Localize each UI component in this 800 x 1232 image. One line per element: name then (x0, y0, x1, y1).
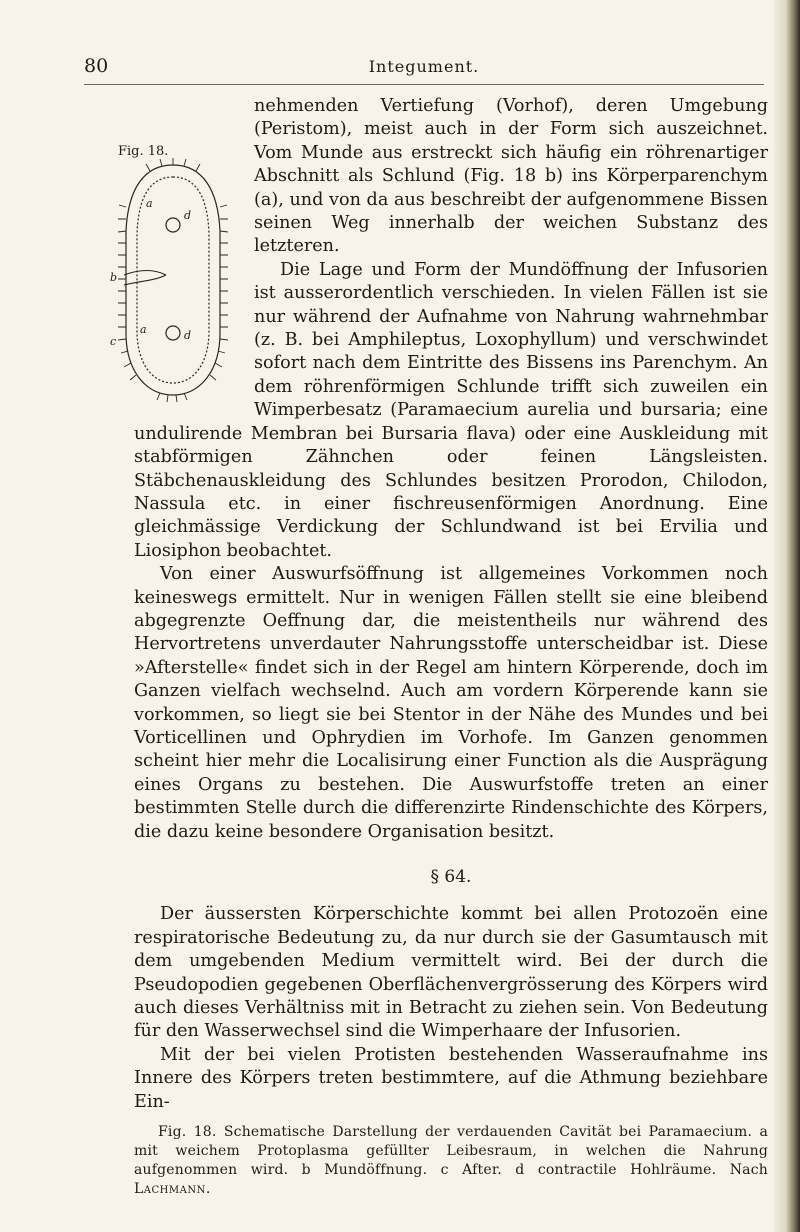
label-c: c (110, 335, 117, 348)
label-d-lower: d (184, 329, 192, 342)
section-paragraph-2: Mit der bei vielen Protisten bestehenden Wasseraufnahme ins Innere des Körpers treten bestimmtere, auf die Athmung beziehbare Ein- (134, 1044, 768, 1112)
paragraph-1: nehmenden Vertiefung (Vorhof), deren Umgebung (Peristom), meist auch in der Form sich auszeichnet. Vom Munde aus erstreckt sich häufig ein röhrenartiger Abschnitt als Schlund (Fig. 18 b) ins Körperparenchym (a), und von da aus beschreibt der aufgenommene Bissen seinen Weg innerhalb der weichen Substanz des letzteren. (254, 96, 768, 257)
section-paragraph-1: Der äussersten Körperschichte kommt bei allen Protozoën eine respiratorische Bedeutung zu, da nur durch sie der Gasumtausch mit dem umgebenden Medium vermittelt wird. Bei der durch die Pseudopodien gegebenen Oberflächenvergrösserung des Körpers wird auch dieses Verhältniss mit in Betracht zu ziehen sein. Von Bedeutung für den Wasserwechsel sind die Wimperhaare der Infusorien. (134, 904, 768, 1042)
paramaecium-diagram (110, 157, 236, 403)
cilia-right (210, 205, 228, 380)
section-heading: § 64. (430, 867, 472, 887)
contractile-vacuole-upper (166, 218, 180, 232)
label-d-upper: d (184, 209, 192, 222)
page-number: 80 (84, 55, 109, 77)
figure-18 (106, 141, 240, 403)
page-edge-shadow (774, 0, 800, 1232)
label-b: b (110, 271, 118, 284)
label-a-upper: a (146, 197, 153, 210)
running-head: Integument. (368, 57, 480, 76)
gullet (124, 271, 166, 286)
label-a-lower: a (140, 323, 147, 336)
cilia-left (118, 205, 136, 380)
contractile-vacuole-lower (166, 326, 180, 340)
page-header (84, 55, 764, 85)
caption-credit: Lachmann. (134, 1181, 211, 1198)
caption-text: Fig. 18. Schematische Darstellung der verdauenden Cavität bei Paramaecium. a mit weichem Protoplasma gefüllter Leibesraum, in welchen die Nahrung aufgenommen wird. b Mundöffnung. c After. d contractile Hohlräume. Nach (134, 1124, 768, 1179)
figure-label: Fig. 18. (118, 144, 169, 159)
main-text (110, 95, 768, 1199)
outer-body-outline (126, 165, 220, 395)
figure-caption (134, 1123, 768, 1199)
header-rule (84, 84, 764, 85)
paragraph-3: Von einer Auswurfsöffnung ist allgemeines Vorkommen noch keineswegs ermittelt. Nur in wenigen Fällen stellt sie eine bleibend abgegrenzte Oeffnung dar, die meistentheils nur während des Hervortretens unverdauter Nahrungsstoffe unterscheidbar ist. Diese »Afterstelle« findet sich in der Regel am hintern Körperende, doch im Ganzen vielfach wechselnd. Auch am vordern Körperende kann sie vorkommen, so liegt sie bei Stentor in der Nähe des Mundes und bei Vorticellinen und Ophrydien im Vorhofe. Im Ganzen genommen scheint hier mehr die Localisirung einer Function als die Ausprägung eines Organs zu bestehen. Die Auswurfstoffe treten an einer bestimmten Stelle durch die differenzirte Rindenschichte des Körpers, die dazu keine besondere Organisation besitzt. (134, 564, 768, 842)
paragraph-2: Die Lage und Form der Mundöffnung der Infusorien ist ausserordentlich verschieden. In vielen Fällen ist sie nur während der Aufnahme von Nahrung wahrnehmbar (z. B. bei Amphileptus, Loxophyllum) und verschwindet sofort nach dem Eintritte des Bissens ins Parenchym. An dem röhrenförmigen Schlunde trifft sich zuweilen ein Wimperbesatz (Paramaecium aurelia und bursaria; eine undulirende Membran bei Bursaria flava) oder eine Auskleidung mit stabförmigen Zähnchen oder feinen Längsleisten. Stäbchenauskleidung des Schlundes besitzen Prorodon, Chilodon, Nassula etc. in einer fischreusenförmigen Anordnung. Eine gleichmässige Verdickung der Schlundwand ist bei Ervilia und Liosiphon beobachtet. (134, 259, 768, 561)
